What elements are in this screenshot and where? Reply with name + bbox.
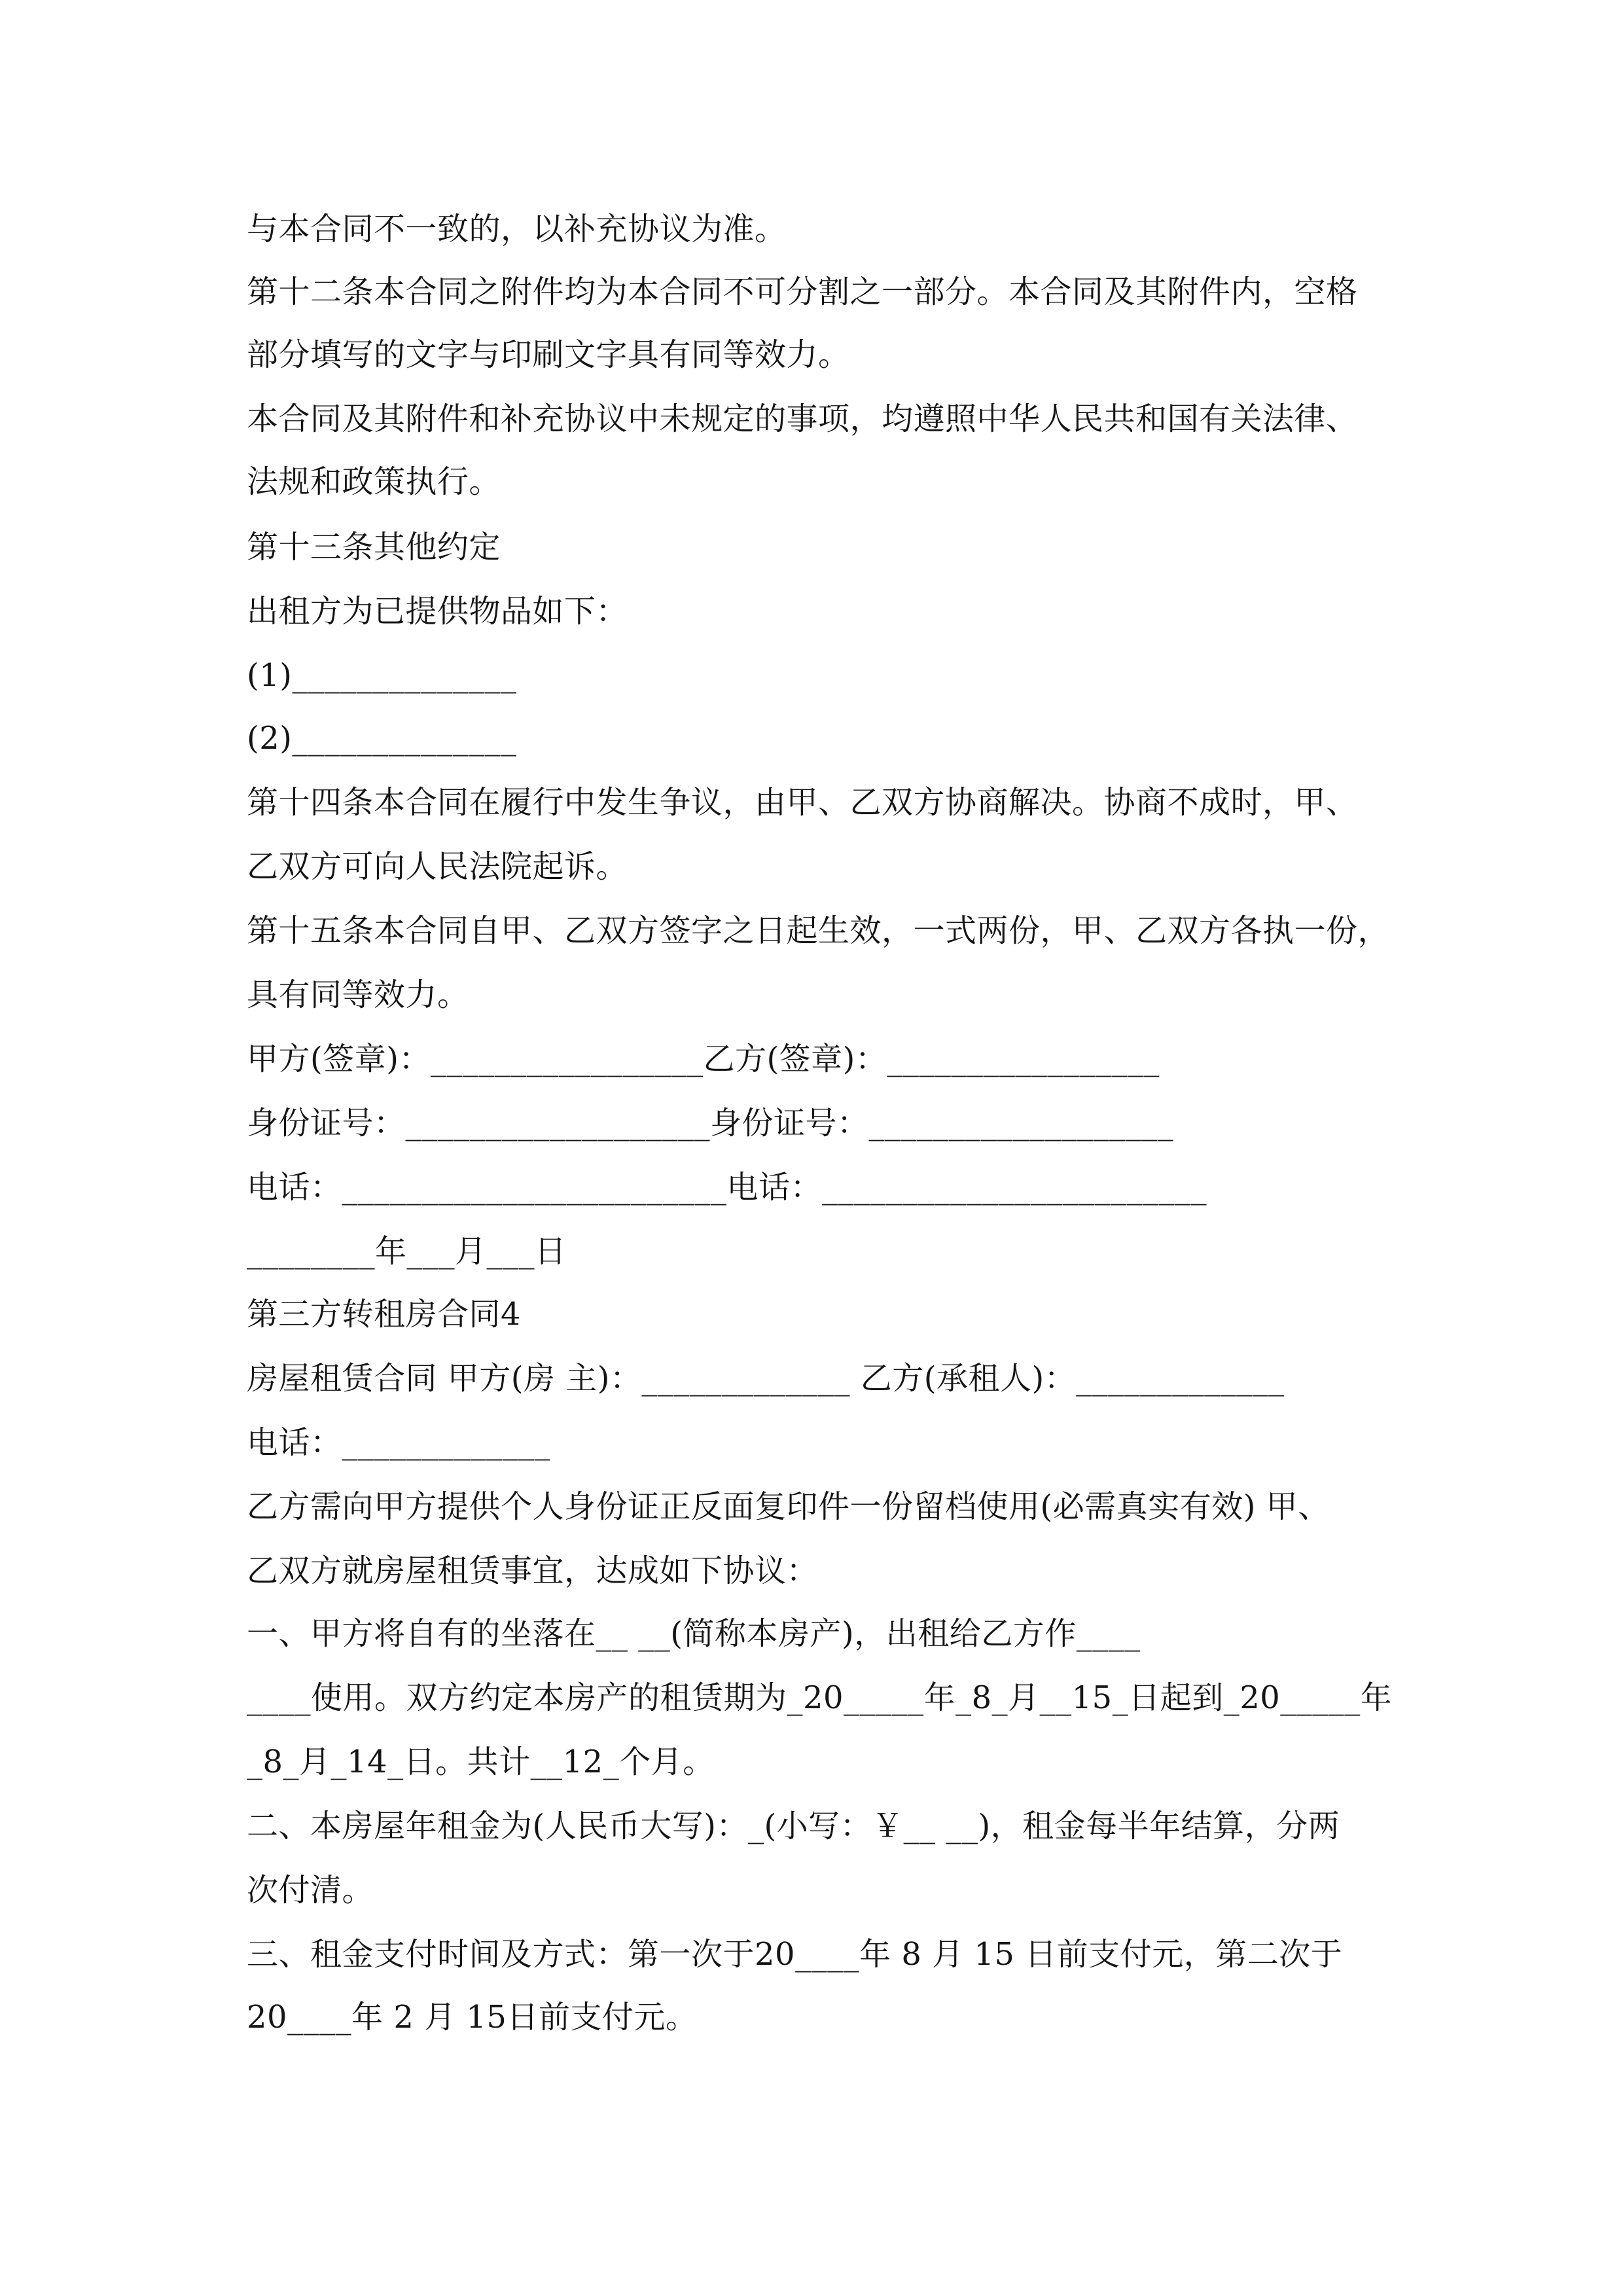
- clause-12-line: 第十二条本合同之附件均为本合同不可分割之一部分。本合同及其附件内，空格: [247, 274, 1358, 310]
- item-blank-1: (1)______________: [247, 657, 517, 694]
- text-line: _8_月_14_日。共计__12_个月。: [247, 1744, 715, 1780]
- article-3-line: 三、租金支付时间及方式：第一次于20____年 8 月 15 日前支付元，第二次于: [247, 1936, 1343, 1973]
- text-line: 与本合同不一致的，以补充协议为准。: [247, 211, 787, 247]
- signature-line: 甲方(签章)：_________________乙方(签章)：_________________: [247, 1041, 1160, 1077]
- clause-13-heading: 第十三条其他约定: [247, 529, 501, 565]
- text-line: 乙方需向甲方提供个人身份证正反面复印件一份留档使用(必需真实有效) 甲、: [247, 1488, 1330, 1525]
- phone-line: 电话：_____________: [247, 1424, 551, 1461]
- text-line: 乙双方就房屋租赁事宜，达成如下协议：: [247, 1552, 819, 1589]
- section-title: 第三方转租房合同4: [247, 1296, 522, 1333]
- clause-15-line: 第十五条本合同自甲、乙双方签字之日起生效，一式两份，甲、乙双方各执一份，: [247, 912, 1390, 949]
- text-line: 乙双方可向人民法院起诉。: [247, 848, 628, 885]
- id-number-line: 身份证号：___________________身份证号：___________________: [247, 1105, 1174, 1141]
- clause-14-line: 第十四条本合同在履行中发生争议，由甲、乙双方协商解决。协商不成时，甲、: [247, 784, 1358, 821]
- article-2-line: 二、本房屋年租金为(人民币大写)：_(小写：￥__ __)，租金每半年结算，分两: [247, 1808, 1340, 1844]
- article-1-line: 一、甲方将自有的坐落在__ __(简称本房产)，出租给乙方作____: [247, 1615, 1141, 1652]
- text-line: 本合同及其附件和补充协议中未规定的事项，均遵照中华人民共和国有关法律、: [247, 401, 1358, 437]
- text-line: 20____年 2 月 15日前支付元。: [247, 1999, 698, 2036]
- date-line: ________年___月___日: [247, 1233, 567, 1270]
- text-line: 部分填写的文字与印刷文字具有同等效力。: [247, 336, 850, 373]
- phone-line: 电话：________________________电话：________________________: [247, 1169, 1207, 1206]
- text-line: 具有同等效力。: [247, 977, 469, 1013]
- item-blank-2: (2)______________: [247, 720, 517, 757]
- text-line: 次付清。: [247, 1872, 374, 1909]
- text-line: 法规和政策执行。: [247, 463, 501, 500]
- text-line: ____使用。双方约定本房产的租赁期为_20_____年_8_月__15_日起到_20_____年: [247, 1679, 1393, 1716]
- parties-line: 房屋租赁合同 甲方(房 主)：_____________ 乙方(承租人)：_____________: [247, 1360, 1285, 1397]
- text-line: 出租方为已提供物品如下：: [247, 593, 628, 630]
